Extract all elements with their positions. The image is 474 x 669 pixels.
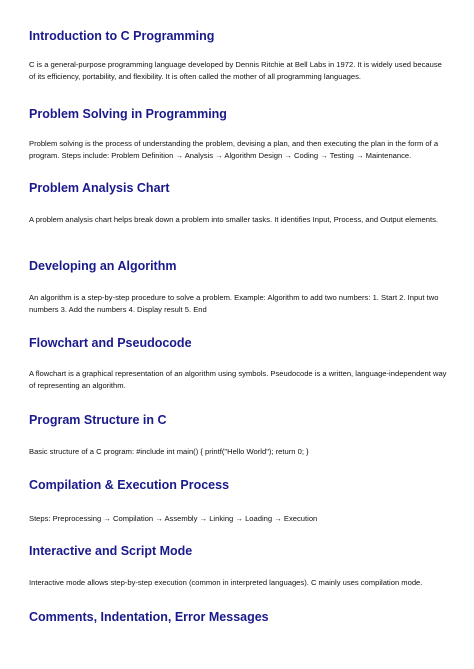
section-heading: Comments, Indentation, Error Messages [29, 610, 269, 624]
section-body: C is a general-purpose programming language developed by Dennis Ritchie at Bell Labs in 1972. It is widely used because of its efficiency, portability, and flexibility. It is often called the mother of all programming languages. [29, 60, 442, 81]
section-body: Interactive mode allows step-by-step execution (common in interpreted languages). C mainly uses compilation mode. [29, 578, 423, 587]
section-heading: Program Structure in C [29, 413, 167, 427]
section-heading: Compilation & Execution Process [29, 478, 230, 492]
section-body: An algorithm is a step-by-step procedure to solve a problem. Example: Algorithm to add two numbers: 1. Start 2. Input two numbers 3. Add the numbers 4. Display result 5. End [29, 293, 439, 314]
section-heading: Flowchart and Pseudocode [29, 336, 192, 350]
section-body: A flowchart is a graphical representation of an algorithm using symbols. Pseudocode is a written, language-independent way of representing an algorithm. [29, 369, 447, 390]
section-flowchart-pseudocode [29, 336, 449, 390]
section-body: Basic structure of a C program: #include int main() { printf("Hello World"); return 0; } [29, 447, 309, 456]
section-comments-indentation-errors [29, 610, 449, 625]
section-problem-analysis-chart [29, 181, 449, 224]
section-heading: Problem Solving in Programming [29, 107, 227, 121]
section-compilation-execution [29, 478, 449, 523]
section-program-structure [29, 413, 449, 456]
section-body: Steps: Preprocessing → Compilation → Assembly → Linking → Loading → Execution [29, 514, 318, 523]
section-heading: Interactive and Script Mode [29, 544, 193, 558]
section-introduction [29, 29, 449, 81]
section-body: A problem analysis chart helps break down a problem into smaller tasks. It identifies Input, Process, and Output elements. [29, 215, 439, 224]
section-heading: Problem Analysis Chart [29, 181, 170, 195]
section-developing-algorithm [29, 259, 449, 314]
section-heading: Developing an Algorithm [29, 259, 177, 273]
section-interactive-script-mode [29, 544, 449, 587]
section-heading: Introduction to C Programming [29, 29, 215, 43]
section-problem-solving [29, 107, 449, 160]
section-body: Problem solving is the process of understanding the problem, devising a plan, and then executing the plan in the form of a program. Steps include: Problem Definition → Analysis → Algorithm Design → Coding → Testing → Maintenance. [29, 139, 439, 160]
